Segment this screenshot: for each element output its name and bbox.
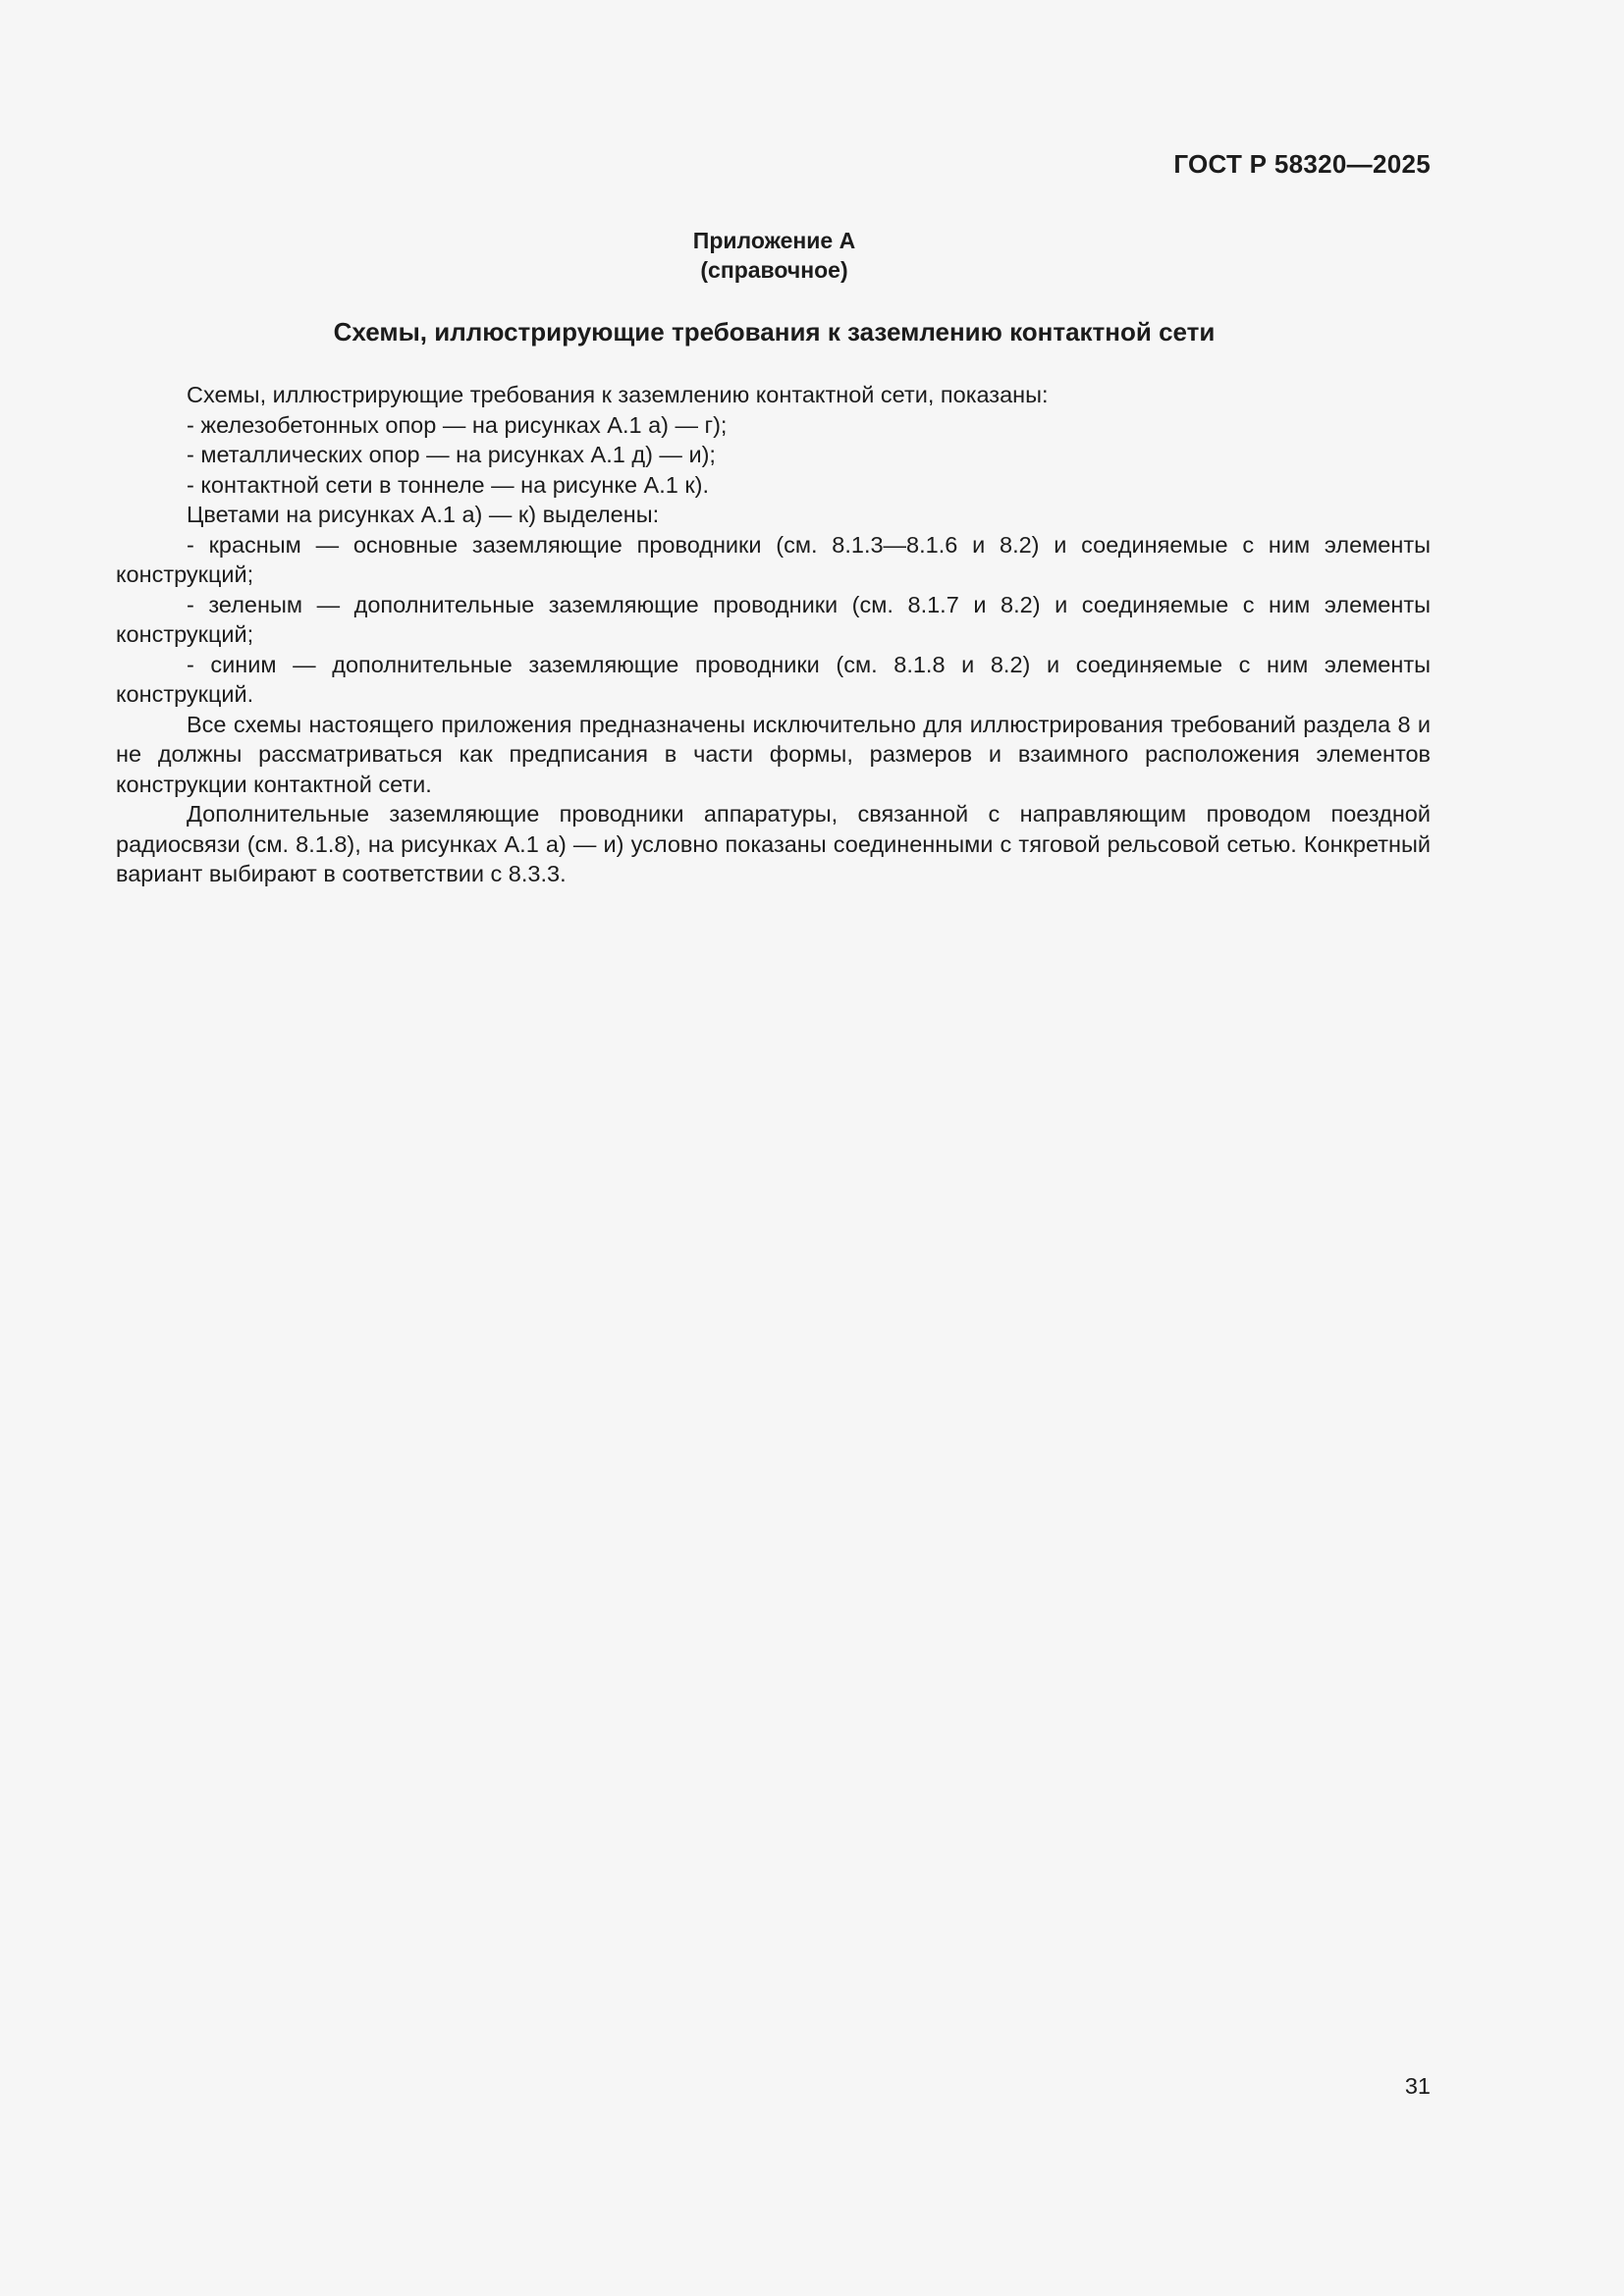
appendix-label: Приложение А bbox=[692, 228, 856, 253]
list-item: - металлических опор — на рисунках А.1 д) — и); bbox=[187, 442, 716, 467]
paragraph-colors-intro: Цветами на рисунках А.1 а) — к) выделены: bbox=[187, 502, 660, 527]
appendix-type: (справочное) bbox=[700, 257, 848, 283]
list-item: - контактной сети в тоннеле — на рисунке А.1 к). bbox=[187, 471, 709, 498]
document-header-id: ГОСТ Р 58320—2025 bbox=[1173, 149, 1431, 179]
list-item: - зеленым — дополнительные заземляющие проводники (см. 8.1.7 и 8.2) и соединяемые с ним элементы конструкций; bbox=[116, 591, 1431, 647]
list-item: - синим — дополнительные заземляющие проводники (см. 8.1.8 и 8.2) и соединяемые с ним элементы конструкций. bbox=[116, 651, 1431, 707]
list-item: - железобетонных опор — на рисунках А.1 а) — г); bbox=[187, 411, 728, 438]
paragraph: Дополнительные заземляющие проводники аппаратуры, связанной с направляющим проводом поездной радиосвязи (см. 8.1.8), на рисунках А.1 а) — и) условно показаны соединенными с тяговой рельсовой сетью. Конкретный вариант выбирают в соответствии с 8.3.3. bbox=[116, 801, 1431, 886]
page-number: 31 bbox=[1404, 2073, 1431, 2099]
appendix-title: Схемы, иллюстрирующие требования к заземлению контактной сети bbox=[333, 317, 1216, 347]
list-item: - красным — основные заземляющие проводники (см. 8.1.3—8.1.6 и 8.2) и соединяемые с ним элементы конструкций; bbox=[116, 531, 1431, 587]
appendix-heading bbox=[0, 226, 1548, 285]
document-body bbox=[116, 380, 1431, 889]
paragraph: Все схемы настоящего приложения предназначены исключительно для иллюстрирования требований раздела 8 и не должны рассматриваться как предписания в части формы, размеров и взаимного расположения элементов конструкции контактной сети. bbox=[116, 711, 1431, 797]
paragraph-intro: Схемы, иллюстрирующие требования к заземлению контактной сети, показаны: bbox=[187, 382, 1049, 407]
